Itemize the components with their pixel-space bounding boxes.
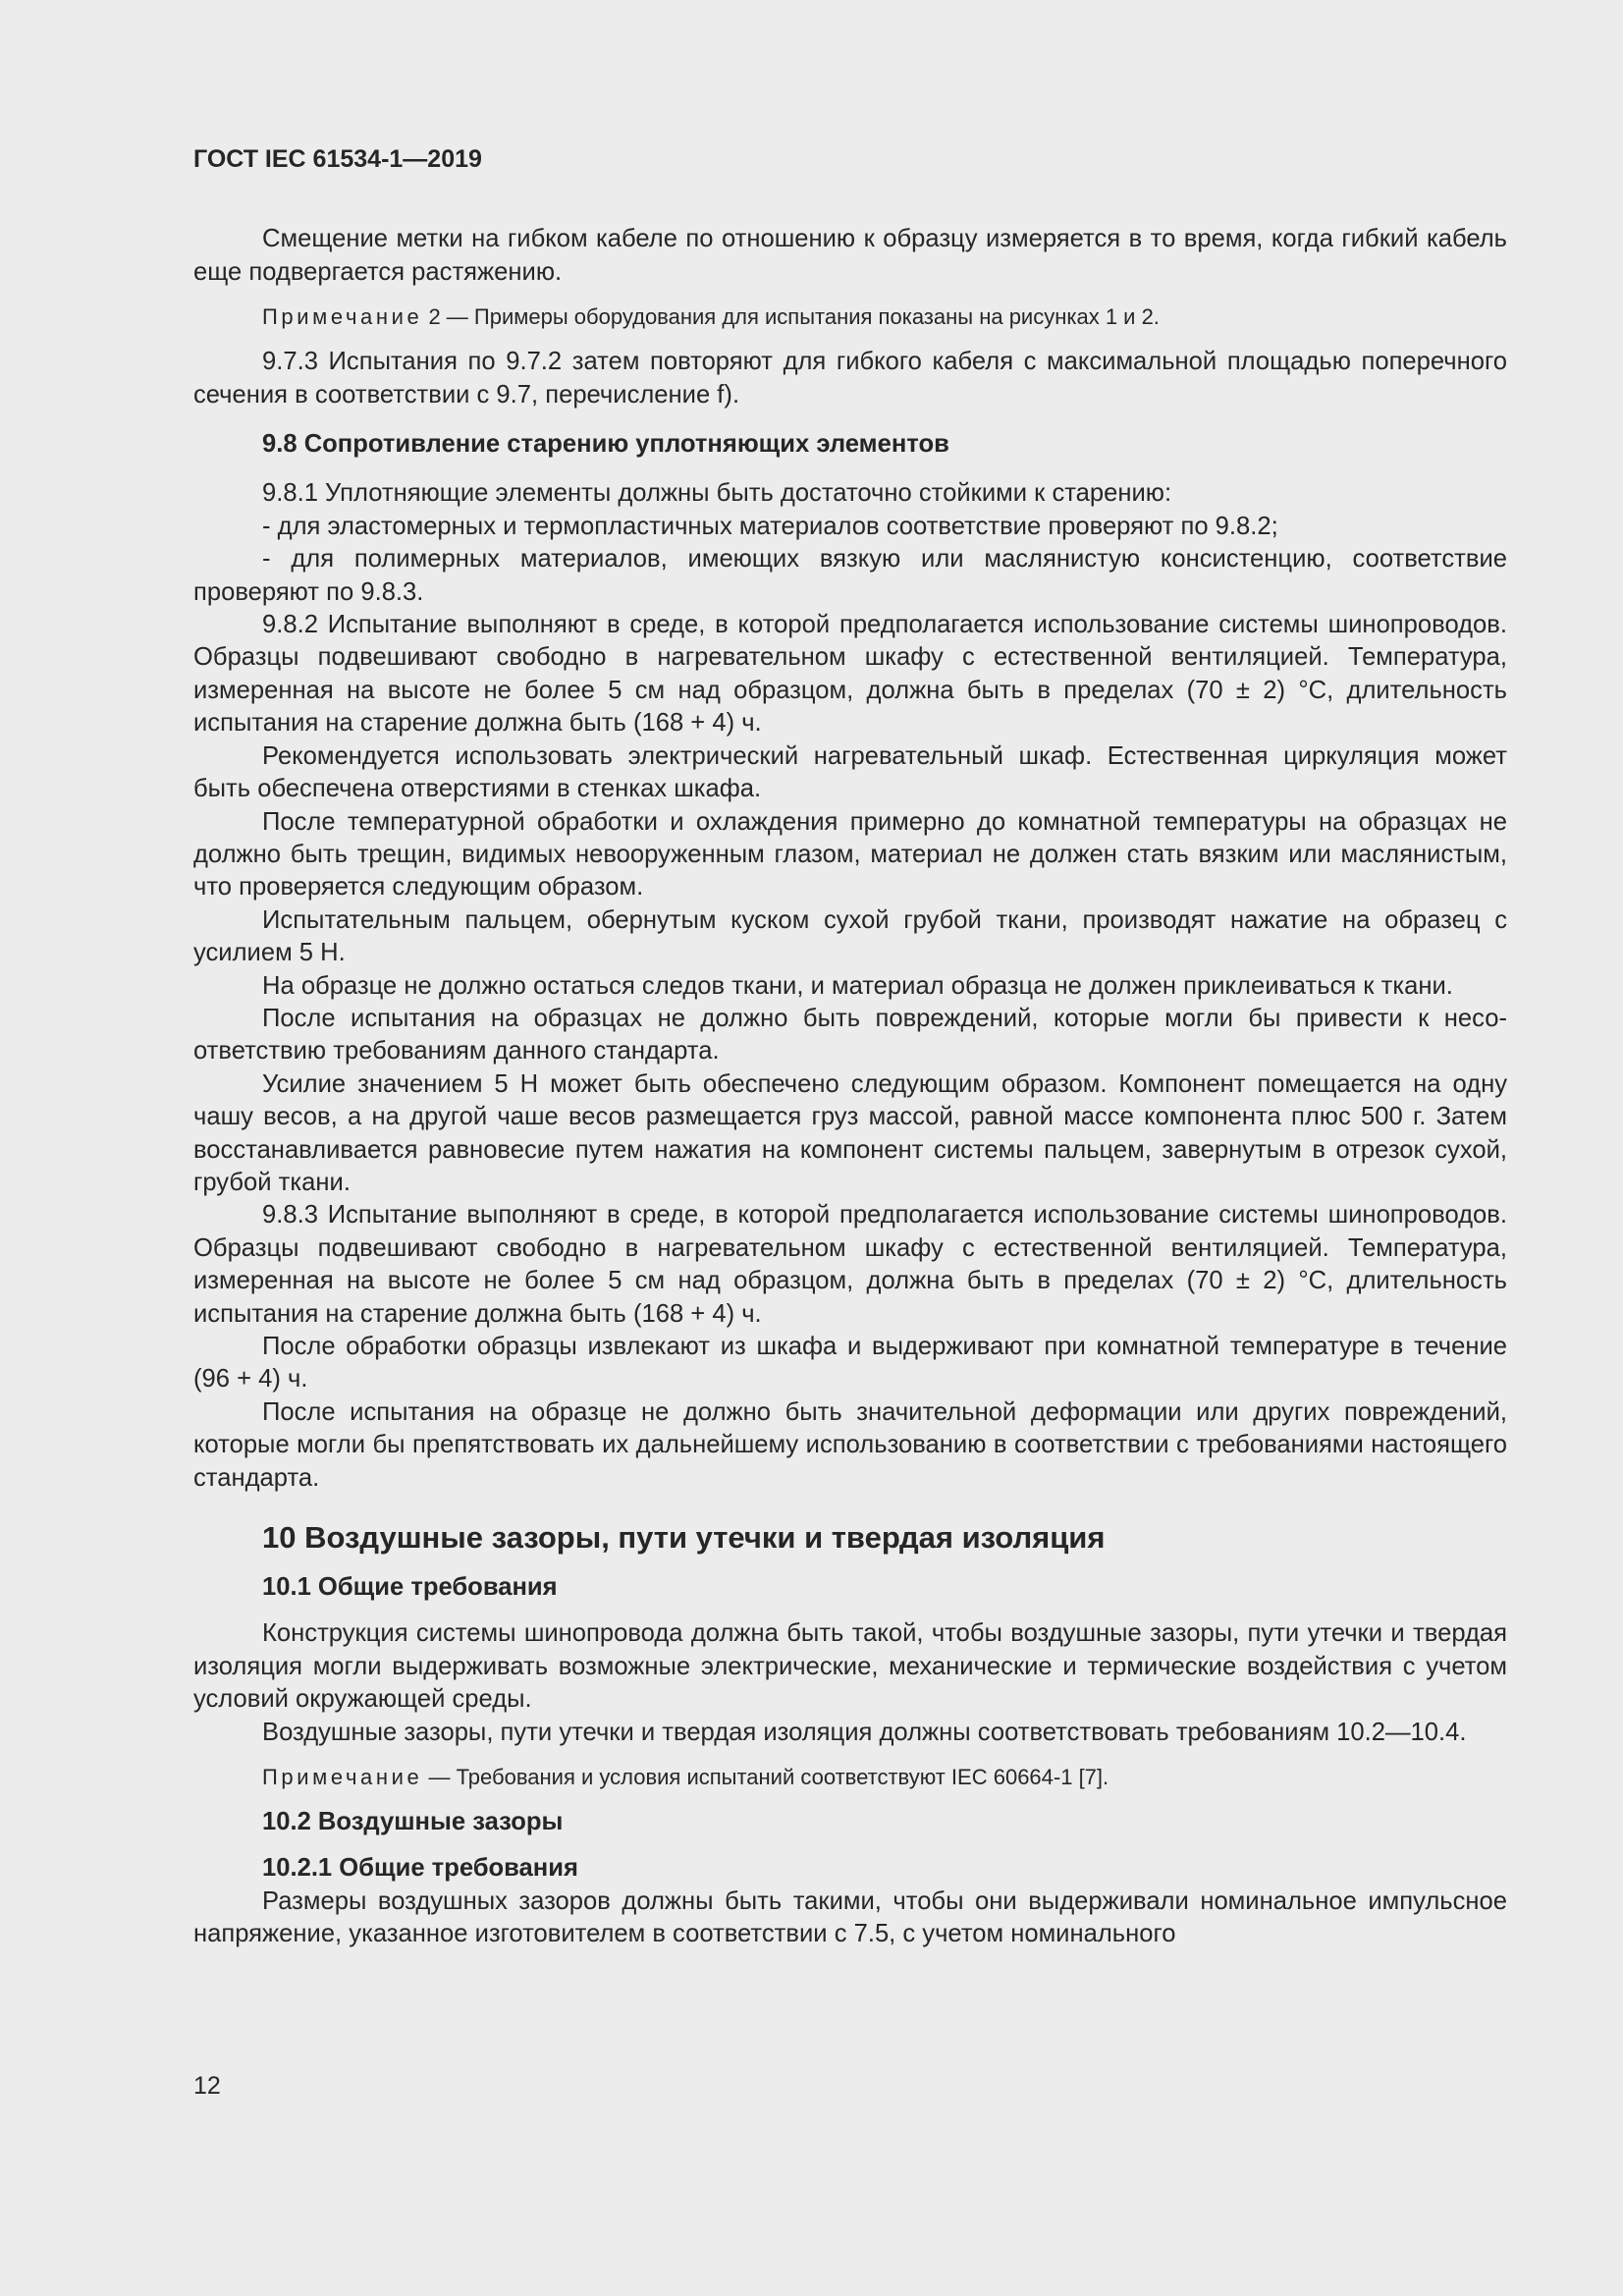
- section-heading-10-1: 10.1 Общие требования: [262, 1573, 558, 1602]
- section-heading-10-2-1: 10.2.1 Общие требования: [262, 1854, 578, 1883]
- paragraph: Усилие значением 5 Н может быть обеспечено следующим образом. Компонент помещается на одну чашу весов, а на другой чаше весов размещается груз массой, равной массе компонента плюс 500 г. Затем восстанавливается равновесие путем нажатия на компонент системы пальцем, завернутым в отрезок сухой, грубой ткани.: [193, 1069, 1507, 1196]
- page-content: [193, 143, 1507, 1951]
- paragraph: После испытания на образцах не должно быть повреждений, которые могли бы привести к несоответствию требованиям данного стандарта.: [193, 1004, 1507, 1066]
- paragraph: На образце не должно остаться следов ткани, и материал образца не должен приклеиваться к ткани.: [262, 971, 1453, 1000]
- section-heading-9-8: 9.8 Сопротивление старению уплотняющих элементов: [262, 430, 949, 459]
- paragraph: 9.8.3 Испытание выполняют в среде, в которой предполагается использование системы шинопроводов. Образцы подвешивают свободно в нагревательном шкафу с естественной вентиляцией. Температура, измеренная на высоте не более 5 см над образцом, должна быть в пределах (70 ± 2) °C, длительность испытания на старение должна быть (168 + 4) ч.: [193, 1201, 1507, 1328]
- paragraph: Испытательным пальцем, обернутым куском сухой грубой ткани, производят нажатие на образец с усилием 5 Н.: [193, 905, 1507, 967]
- page-number: 12: [193, 2072, 221, 2100]
- paragraph: Размеры воздушных зазоров должны быть такими, чтобы они выдерживали номинальное импульсное напряжение, указанное изготовителем в соответствии с 7.5, с учетом номинального: [193, 1886, 1507, 1948]
- note-label: Примечание: [262, 1765, 423, 1790]
- list-item: - для полимерных материалов, имеющих вязкую или маслянистую консистенцию, соответствие проверяют по 9.8.3.: [193, 545, 1507, 606]
- paragraph: Рекомендуется использовать электрический нагревательный шкаф. Естественная циркуляция может быть обеспечена отверстиями в стенках шкафа.: [193, 741, 1507, 803]
- section-heading-10-2: 10.2 Воздушные зазоры: [262, 1808, 564, 1836]
- note-2: [193, 1763, 1507, 1792]
- paragraph: Воздушные зазоры, пути утечки и твердая изоляция должны соответствовать требованиям 10.2—10.4.: [262, 1718, 1467, 1746]
- document-header: ГОСТ IEC 61534-1—2019: [193, 145, 482, 173]
- paragraph: После температурной обработки и охлаждения примерно до комнатной температуры на образцах не должно быть трещин, видимых невооруженным глазом, материал не должен стать вязким или маслянистым, что проверяется следующим образом.: [193, 807, 1507, 902]
- paragraph: Конструкция системы шинопровода должна быть такой, чтобы воздушные зазоры, пути утечки и твердая изоляция могли выдерживать возможные электрические, механические и термические воздействия с учетом условий окружающей среды.: [193, 1619, 1507, 1714]
- note-text: 2 — Примеры оборудования для испытания показаны на рисунках 1 и 2.: [422, 304, 1160, 330]
- note-label: Примечание: [262, 304, 423, 330]
- list-item: - для эластомерных и термопластичных материалов соответствие проверяют по 9.8.2;: [262, 512, 1278, 540]
- paragraph: После обработки образцы извлекают из шкафа и выдерживают при комнатной температуре в течение (96 + 4) ч.: [193, 1333, 1507, 1394]
- paragraph: После испытания на образце не должно быть значительной деформации или других повреждений, которые могли бы препятствовать их дальнейшему использованию в соответствии с требованиями настоящего стандарта.: [193, 1397, 1507, 1492]
- paragraph: 9.8.2 Испытание выполняют в среде, в которой предполагается использование системы шинопроводов. Образцы подвешивают свободно в нагревательном шкафу с естественной вентиляцией. Температура, измеренная на высоте не более 5 см над образцом, должна быть в пределах (70 ± 2) °C, длительность испытания на старение должна быть (168 + 4) ч.: [193, 611, 1507, 738]
- section-heading-10: 10 Воздушные зазоры, пути утечки и твердая изоляция: [262, 1520, 1106, 1556]
- paragraph: 9.8.1 Уплотняющие элементы должны быть достаточно стойкими к старению:: [262, 479, 1172, 508]
- note-text: — Требования и условия испытаний соответствуют IEC 60664-1 [7].: [422, 1765, 1109, 1790]
- paragraph: 9.7.3 Испытания по 9.7.2 затем повторяют для гибкого кабеля с максимальной площадью поперечного сечения в соответствии с 9.7, перечисление f).: [193, 348, 1507, 409]
- paragraph: Смещение метки на гибком кабеле по отношению к образцу измеряется в то время, когда гибкий кабель еще подвергается растяжению.: [193, 225, 1507, 286]
- note-1: [193, 302, 1507, 332]
